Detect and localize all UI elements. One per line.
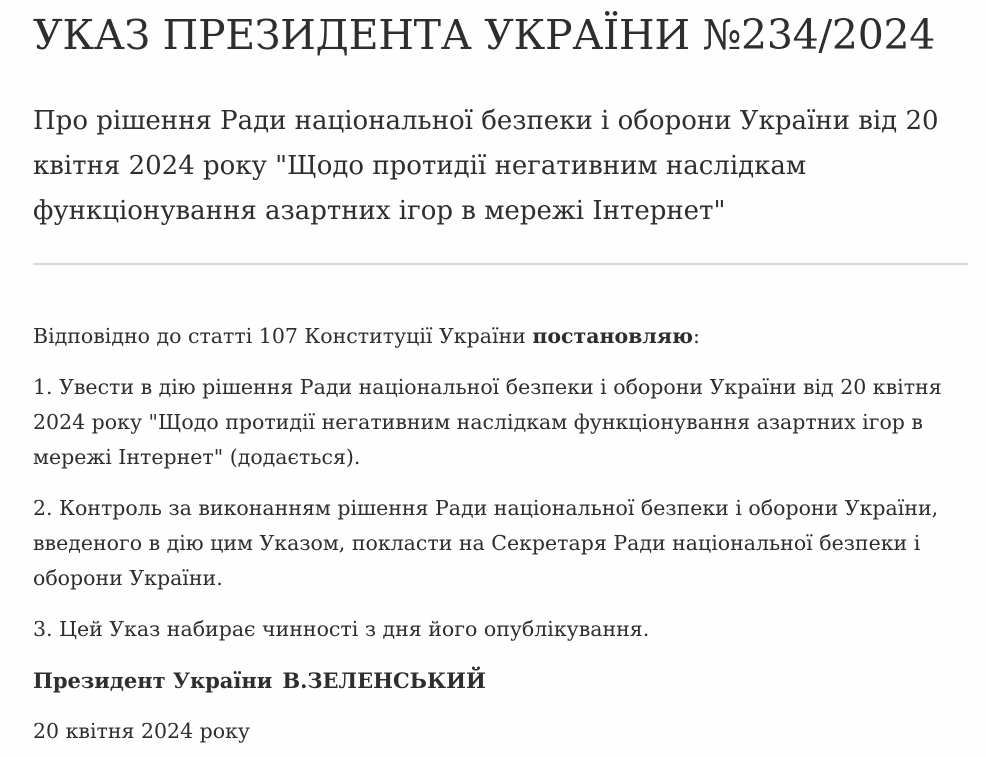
preamble-tail: : [693,324,700,349]
section-divider [33,263,968,265]
signature-line [33,663,968,698]
preamble-lead: Відповідно до статті 107 Конституції України [33,324,533,349]
decree-paragraph-3: 3. Цей Указ набирає чинності з дня його опублікування. [33,617,650,642]
decree-subtitle: Про рішення Ради національної безпеки і оборони України від 20 квітня 2024 року "Щодо протидії негативним наслідкам функціонування азартних ігор в мережі Інтернет" [33,106,939,227]
decree-date: 20 квітня 2024 року [33,719,250,744]
decree-paragraph-2: 2. Контроль за виконанням рішення Ради національної безпеки і оборони України, введеного в дію цим Указом, покласти на Секретаря Ради національної безпеки і оборони України. [33,496,939,591]
signature-role: Президент України [33,668,273,694]
preamble [33,319,968,354]
preamble-emphasis: постановляю [532,324,694,349]
signature-name: В.ЗЕЛЕНСЬКИЙ [282,668,486,694]
page-title: УКАЗ ПРЕЗИДЕНТА УКРАЇНИ №234/2024 [33,11,936,59]
decree-paragraph-1: 1. Увести в дію рішення Ради національної безпеки і оборони України від 20 квітня 2024 року "Щодо протидії негативним наслідкам функціонування азартних ігор в мережі Інтернет" (додається). [33,375,942,470]
